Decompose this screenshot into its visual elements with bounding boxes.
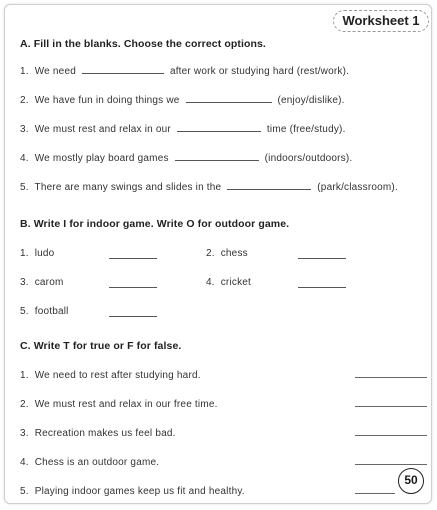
section-c-item-4 xyxy=(20,457,159,468)
item-text: chess xyxy=(220,248,248,259)
section-c-item-5 xyxy=(20,486,245,497)
item-text-after: time (free/study). xyxy=(266,124,346,135)
item-text-before: There are many swings and slides in the xyxy=(34,182,222,193)
item-number: 5. xyxy=(20,486,29,497)
section-b-item-4 xyxy=(206,277,251,288)
section-b-item-1 xyxy=(20,248,54,259)
page-number: 50 xyxy=(398,468,424,494)
item-number: 1. xyxy=(20,248,29,259)
worksheet-tag: Worksheet 1 xyxy=(333,10,429,32)
section-b-item-2 xyxy=(206,248,248,259)
item-text: ludo xyxy=(34,248,55,259)
item-text: cricket xyxy=(220,277,252,288)
item-text-after: after work or studying hard (rest/work). xyxy=(169,66,350,77)
answer-blank[interactable] xyxy=(355,464,427,465)
item-text-before: We have fun in doing things we xyxy=(34,95,180,106)
section-b-item-3 xyxy=(20,277,64,288)
item-number: 5. xyxy=(20,306,29,317)
fill-blank[interactable] xyxy=(186,101,272,103)
fill-blank[interactable] xyxy=(82,72,164,74)
item-text-before: We mostly play board games xyxy=(34,153,169,164)
answer-blank[interactable] xyxy=(109,287,157,288)
item-number: 4. xyxy=(206,277,215,288)
item-text: football xyxy=(34,306,69,317)
answer-blank[interactable] xyxy=(298,258,346,259)
item-number: 3. xyxy=(20,277,29,288)
item-number: 4. xyxy=(20,153,29,164)
section-b-item-5 xyxy=(20,306,69,317)
item-number: 3. xyxy=(20,124,29,135)
section-a-item-2 xyxy=(20,95,345,106)
section-c-heading: C. Write T for true or F for false. xyxy=(20,340,182,352)
item-number: 3. xyxy=(20,428,29,439)
item-number: 4. xyxy=(20,457,29,468)
section-b-heading: B. Write I for indoor game. Write O for outdoor game. xyxy=(20,218,290,230)
item-text-after: (park/classroom). xyxy=(317,182,398,193)
item-number: 2. xyxy=(20,399,29,410)
answer-blank[interactable] xyxy=(355,406,427,407)
item-number: 2. xyxy=(206,248,215,259)
item-text: Playing indoor games keep us fit and healthy. xyxy=(34,486,245,497)
item-text: We need to rest after studying hard. xyxy=(34,370,201,381)
answer-blank[interactable] xyxy=(109,258,157,259)
item-text-before: We must rest and relax in our xyxy=(34,124,171,135)
item-number: 5. xyxy=(20,182,29,193)
item-text: carom xyxy=(34,277,64,288)
section-a-item-3 xyxy=(20,124,346,135)
section-a-item-1 xyxy=(20,66,349,77)
answer-blank[interactable] xyxy=(109,316,157,317)
fill-blank[interactable] xyxy=(227,188,311,190)
section-c-item-1 xyxy=(20,370,201,381)
item-text: We must rest and relax in our free time. xyxy=(34,399,218,410)
item-number: 1. xyxy=(20,66,29,77)
item-number: 1. xyxy=(20,370,29,381)
section-a-item-5 xyxy=(20,182,398,193)
section-a-heading: A. Fill in the blanks. Choose the correct options. xyxy=(20,38,266,50)
fill-blank[interactable] xyxy=(177,130,261,132)
item-number: 2. xyxy=(20,95,29,106)
section-c-item-3 xyxy=(20,428,176,439)
answer-blank[interactable] xyxy=(355,377,427,378)
section-a-item-4 xyxy=(20,153,352,164)
item-text: Recreation makes us feel bad. xyxy=(34,428,176,439)
answer-blank[interactable] xyxy=(298,287,346,288)
answer-blank[interactable] xyxy=(355,435,427,436)
fill-blank[interactable] xyxy=(175,159,259,161)
section-c-item-2 xyxy=(20,399,218,410)
item-text: Chess is an outdoor game. xyxy=(34,457,160,468)
item-text-after: (enjoy/dislike). xyxy=(277,95,345,106)
item-text-after: (indoors/outdoors). xyxy=(264,153,353,164)
answer-blank[interactable] xyxy=(355,493,395,494)
item-text-before: We need xyxy=(34,66,76,77)
